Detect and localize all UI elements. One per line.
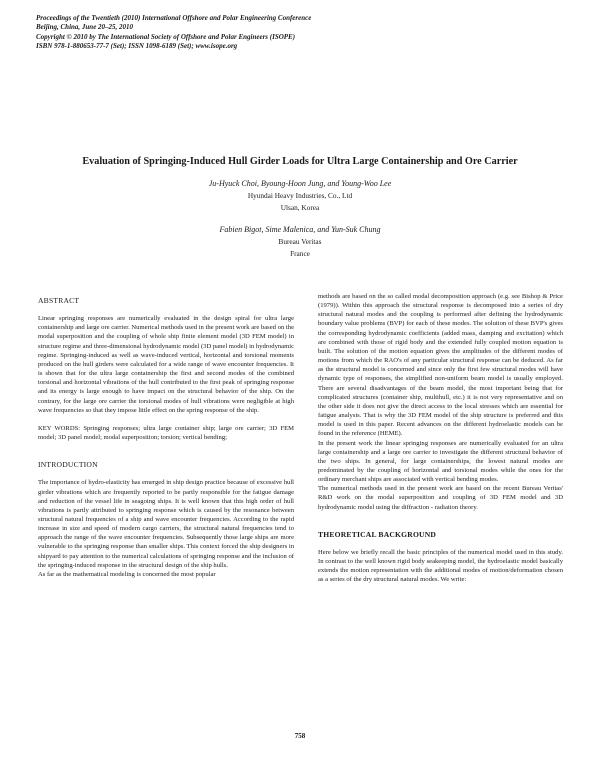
body-paragraph: methods are based on the so called modal decomposition approach (e.g. see Bishop & Price (1979)). Within this approach the structural response is decomposed into a series of dry structural natural modes and the coupling is performed after defining the hydrodynamic boundary value problems (BVP) for each of these modes. The solution of these BVP's gives the corresponding hydrodynamic coefficients (added mass, damping and excitation) which are combined with those of rigid body and the extended fully coupled motion equation is built. The solution of the motion equation gives the amplitudes of the different modes of motions from which the RAO's of any particular structural response can be deduced. As far as the structural model is concerned and since only the first few structural modes will have dynamic type of responses, the simplified non-uniform beam model is usually employed. There are several disadvantages of the beam model, the most important being that for complicated structures (container ship, multihull, etc.) it is not very representative and on the other side it does not give the direct access to the local stresses which are essential for fatigue analysis. That is why the 3D FEM model of the ship structure is preferred and this model is used in this paper. Recent advances on the different hydroelastic models can be found in the reference (HEME). xyxy=(318,293,563,438)
right-column xyxy=(318,292,563,585)
introduction-paragraph: As far as the mathematical modeling is concerned the most popular xyxy=(38,570,216,578)
author-list: Fabien Bigot, Sime Malenica, and Yun-Suk Chung xyxy=(219,225,381,234)
introduction-paragraph: The importance of hydro-elasticity has emerged in ship design practice because of excessive hull girder vibrations which are frequently reported to be partly responsible for the fatigue damage and reduction of the vessel life in seagoing ships. It is well known that this high order of hull vibrations is partly attributed to springing response which is caused by the resonance between structural natural frequencies of a ship and wave encounter frequencies. According to the rapid increase in size and speed of modern cargo carriers, the structural natural frequencies tend to approach the range of the wave encounter frequencies. Subsequently those large ships are more vulnerable to the springing response than smaller ships. This context forced the ship designers in shipyard to pay attention to the numerical calculations of springing response and the inclusion of the springing-induced response in the structural design of the ship hulls. xyxy=(38,479,294,569)
location: France xyxy=(290,249,310,258)
header-line: Proceedings of the Twentieth (2010) International Offshore and Polar Engineering Conference xyxy=(36,14,312,22)
abstract-text: Linear springing responses are numerically evaluated in the design spiral for ultra large containership and large ore carrier. Numerical methods used in the present work are based on the modal superposition and the coupling of whole ship finite element model (3D FEM model) in structure regime and three-dimensional hydrodynamic model (3D panel model) in hydrodynamic regime. Springing-induced as well as wave-induced vertical, horizontal and torsional moments produced on the hull girders were calculated for a wide range of wave encounter frequencies. It is shown that for the ultra large containership the first and second modes of the combined torsional and horizontal vibrations of the hull contributed to the first peak of springing response and its energy is large enough to have impact on the structural behavior of the ship. On the contrary, for the large ore carrier the torsional modes of hull vibrations were negligible at high wave frequencies so that they impose little effect on the spring response of the ship. xyxy=(38,315,294,414)
header-line: Copyright © 2010 by The International Society of Offshore and Polar Engineers (ISOPE) xyxy=(36,32,296,41)
introduction-heading: INTRODUCTION xyxy=(38,460,98,470)
body-paragraph: The numerical methods used in the present work are based on the recent Bureau Veritas' R&D work on the modal superposition and coupling of 3D FEM model and 3D hydrodynamic model using the diffraction - radiation theory. xyxy=(318,485,563,511)
paper-title: Evaluation of Springing-Induced Hull Girder Loads for Ultra Large Containership and Ore Carrier xyxy=(82,156,518,167)
page-number: 758 xyxy=(294,732,306,740)
proceedings-header xyxy=(36,14,556,52)
affiliation-block-2 xyxy=(0,224,600,260)
body-paragraph: In the present work the linear springing responses are numerically evaluated for an ultra large containership and a large ore carrier to investigate the different structural behavior of the two ships. In general, for large containerships, the lowest natural modes are predominated by the coupling of horizontal and torsional modes while the ones for the ordinary merchant ships are associated with vertical bending modes. xyxy=(318,439,563,484)
organization: Hyundai Heavy Industries, Co., Ltd xyxy=(247,191,353,200)
organization: Bureau Veritas xyxy=(278,237,322,246)
body-paragraph: Here below we briefly recall the basic principles of the numerical model used in this study. In contrast to the well known rigid body seakeeping model, the hydroelastic model basically extends the motion representation with the additional modes of motion/deformation chosen as a series of the dry structural natural modes. We write: xyxy=(318,548,563,584)
affiliation-block-1 xyxy=(0,178,600,214)
location: Ulsan, Korea xyxy=(280,203,320,212)
theoretical-background-heading: THEORETICAL BACKGROUND xyxy=(318,529,437,539)
keywords: KEY WORDS: Springing responses; ultra large container ship; large ore carrier; 3D FEM model; 3D panel model; modal superposition; torsion; vertical bending; xyxy=(38,424,294,442)
header-line: Beijing, China, June 20–25, 2010 xyxy=(36,23,134,32)
author-list: Ju-Hyuck Choi, Byoung-Hoon Jung, and Young-Woo Lee xyxy=(208,179,392,188)
header-line: ISBN 978-1-880653-77-7 (Set); ISSN 1098-6189 (Set); www.isope.org xyxy=(36,42,238,51)
abstract-heading: ABSTRACT xyxy=(38,296,80,305)
left-column xyxy=(38,296,294,579)
